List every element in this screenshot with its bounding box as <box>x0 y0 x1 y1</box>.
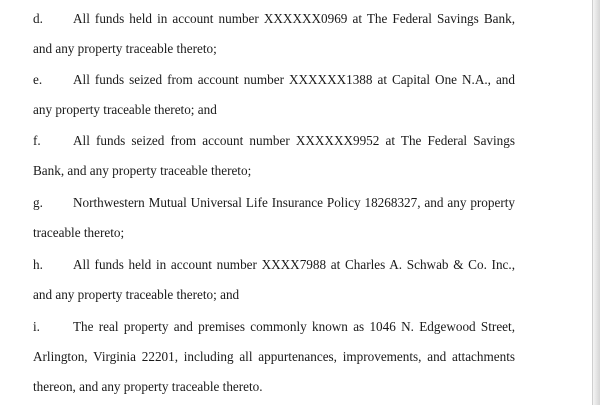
item-continuation-line: traceable thereto; <box>33 225 125 241</box>
item-marker: i. <box>33 319 40 334</box>
list-item-g <box>33 188 515 248</box>
item-first-line <box>33 4 515 34</box>
item-first-line <box>33 65 515 95</box>
item-text: All funds seized from account number XXXXXX9952 at The Federal Savings <box>73 133 515 148</box>
item-text: All funds seized from account number XXXXXX1388 at Capital One N.A., and <box>73 72 515 87</box>
item-marker: d. <box>33 11 43 26</box>
item-marker: g. <box>33 195 43 210</box>
list-item-i <box>33 312 515 403</box>
item-first-line <box>33 188 515 218</box>
item-marker: h. <box>33 257 43 272</box>
page-right-edge <box>592 0 600 405</box>
item-marker: e. <box>33 72 43 87</box>
list-item-h <box>33 250 515 310</box>
item-first-line <box>33 312 515 342</box>
item-text: All funds held in account number XXXX7988 at Charles A. Schwab & Co. Inc., <box>73 257 515 272</box>
item-continuation-line: and any property traceable thereto; <box>33 41 217 57</box>
item-continuation-line: and any property traceable thereto; and <box>33 287 240 303</box>
item-first-line <box>33 126 515 156</box>
item-text: Northwestern Mutual Universal Life Insurance Policy 18268327, and any property <box>73 195 515 210</box>
item-first-line <box>33 250 515 280</box>
item-marker: f. <box>33 133 41 148</box>
item-continuation-line: any property traceable thereto; and <box>33 102 217 118</box>
item-text: The real property and premises commonly known as 1046 N. Edgewood Street, <box>73 319 515 334</box>
list-item-d <box>33 4 515 64</box>
item-continuation-line: Arlington, Virginia 22201, including all appurtenances, improvements, and attachments <box>33 349 515 365</box>
item-continuation-line: Bank, and any property traceable thereto; <box>33 163 252 179</box>
item-text: All funds held in account number XXXXXX0969 at The Federal Savings Bank, <box>73 11 515 26</box>
list-item-f <box>33 126 515 186</box>
list-item-e <box>33 65 515 125</box>
item-continuation-line: thereon, and any property traceable thereto. <box>33 379 263 395</box>
